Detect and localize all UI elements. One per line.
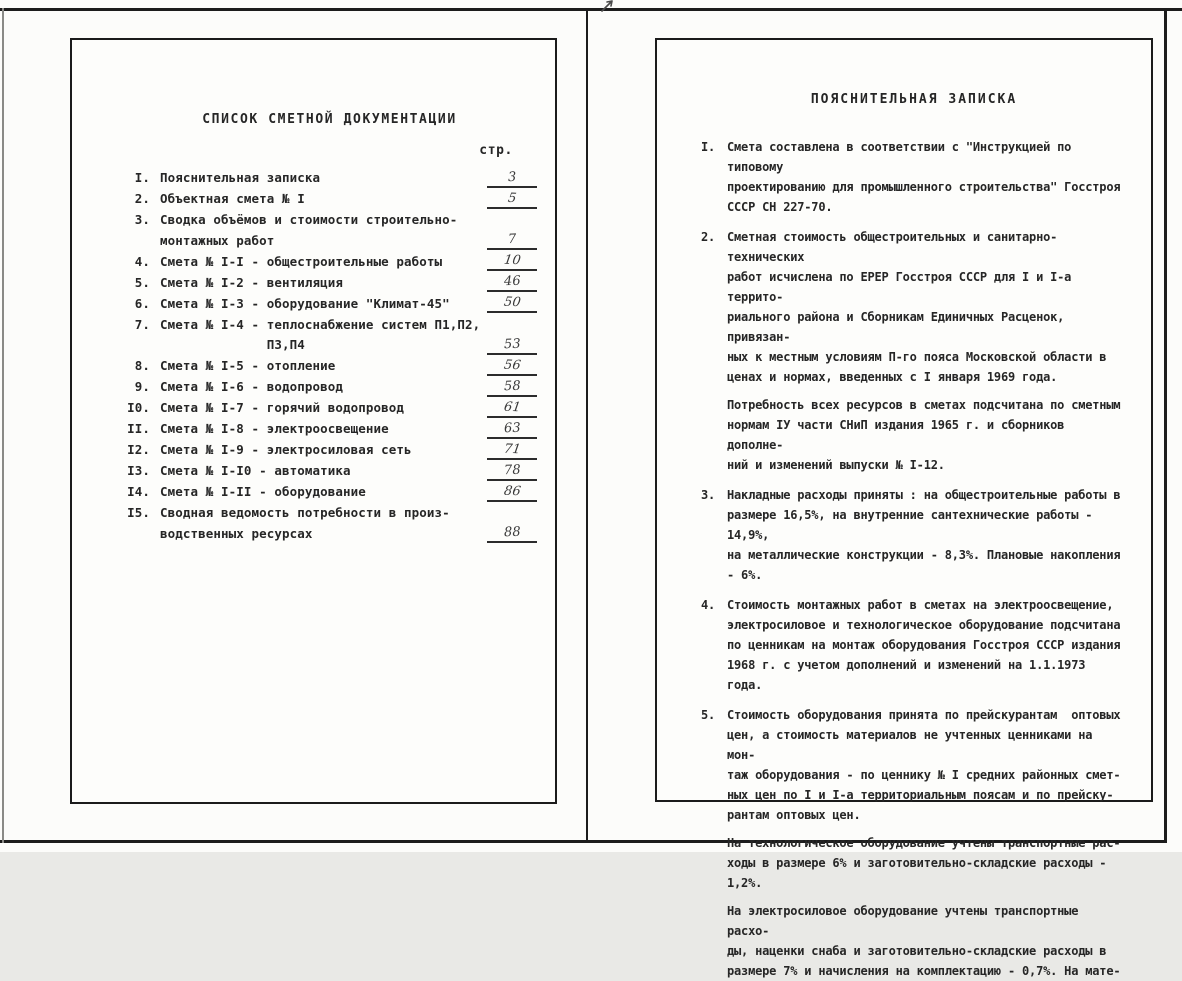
outer-frame-top-line [0, 8, 1182, 11]
toc-page-underline [487, 399, 537, 418]
toc-row [122, 398, 537, 419]
toc-item-title: Смета № I-9 - электросиловая сеть [160, 442, 412, 457]
toc-item-number: I. [134, 170, 150, 185]
toc-row [122, 189, 537, 210]
toc-row [122, 503, 537, 544]
handwritten-page-number: 78 [503, 462, 521, 478]
paragraph-text: Накладные расходы приняты : на общестроительные работы в размере 16,5%, на внутренние сантехнические работы - 14,9%, на металлические конструкции - 8,3%. Плановые накопления - 6%. [727, 488, 1121, 582]
toc-page-underline [487, 441, 537, 460]
paragraph-blocks [727, 705, 1127, 981]
paragraph-blocks [727, 595, 1127, 695]
note-paragraph [701, 227, 1127, 475]
toc-row [122, 210, 537, 251]
paragraph-number: 3. [701, 488, 716, 502]
toc-page-underline [487, 252, 537, 271]
toc-row [122, 440, 537, 461]
toc-row [122, 315, 537, 356]
toc-page-underline [487, 462, 537, 481]
toc-list [122, 168, 537, 544]
toc-item-title: Смета № I-7 - горячий водопровод [160, 400, 405, 415]
note-paragraph [701, 137, 1127, 217]
toc-item-title: Смета № I-5 - отопление [160, 358, 336, 373]
handwritten-page-number: 63 [503, 420, 521, 436]
toc-item-number: 2. [134, 191, 150, 206]
toc-item-title: Смета № I-3 - оборудование "Климат-45" [160, 295, 450, 311]
paragraph-text: Смета составлена в соответствии с "Инструкцией по типовому проектированию для промышленного строительства" Госстроя СССР СН 227-70. [727, 140, 1121, 214]
page-divider-line [586, 8, 588, 843]
toc-item-number: II. [127, 421, 150, 436]
toc-item-number: 5. [134, 274, 150, 290]
toc-title: СПИСОК СМЕТНОЙ ДОКУМЕНТАЦИИ [202, 112, 457, 127]
paragraph-number: 5. [701, 708, 716, 722]
toc-item-title: Смета № I-8 - электроосвещение [160, 421, 389, 436]
pencil-tick-mark-icon [598, 0, 622, 13]
toc-item-title: Смета № I-2 - вентиляция [160, 274, 344, 290]
handwritten-page-number: 86 [502, 483, 522, 499]
toc-item-number: 8. [134, 358, 150, 373]
paragraph-number: I. [701, 140, 716, 154]
toc-row [122, 252, 537, 273]
toc-page-underline [487, 190, 537, 209]
toc-page-underline [487, 336, 537, 355]
handwritten-page-number: 46 [503, 273, 521, 290]
toc-item-number: I0. [127, 400, 150, 415]
toc-item-title: Объектная смета № I [160, 191, 305, 206]
paragraph-blocks [727, 227, 1127, 475]
note-body [701, 137, 1127, 981]
toc-page-underline [487, 357, 537, 376]
paragraph-text: Стоимость монтажных работ в сметах на электроосвещение, электросиловое и технологическое оборудование подсчитана по ценникам на монтаж оборудования Госстроя СССР издания 1968 г. с учетом дополнений и изменений на 1.1.1973 года. [727, 598, 1121, 692]
toc-item-number: 7. [134, 316, 150, 332]
toc-item-title: Смета № I-4 - теплоснабжение систем П1,П2, П3,П4 [160, 316, 481, 352]
handwritten-page-number: 53 [503, 336, 521, 352]
left-page [70, 38, 557, 804]
handwritten-page-number: 3 [507, 169, 517, 185]
toc-page-underline [487, 524, 537, 543]
paragraph-text: Стоимость оборудования принята по прейскурантам оптовых цен, а стоимость материалов не учтенных ценниками на мон- таж оборудования - по ценнику № I средних районных смет- ных цен по I и I-а территориальным поясам и по прейску- рантам оптовых цен. [727, 708, 1121, 822]
toc-page-underline [487, 483, 537, 502]
handwritten-page-number: 10 [502, 252, 522, 269]
handwritten-page-number: 5 [506, 190, 518, 206]
toc-page-underline [487, 169, 537, 188]
toc-page-underline [487, 273, 537, 292]
toc-page-underline [487, 378, 537, 397]
toc-item-number: 9. [134, 379, 150, 394]
toc-item-title: Смета № I-II - оборудование [160, 484, 366, 499]
handwritten-page-number: 61 [502, 399, 522, 415]
handwritten-page-number: 71 [502, 441, 522, 457]
handwritten-page-number: 58 [503, 378, 521, 394]
toc-item-number: I2. [127, 442, 150, 457]
toc-row [122, 168, 537, 189]
note-title: ПОЯСНИТЕЛЬНАЯ ЗАПИСКА [810, 92, 1018, 107]
toc-item-number: 6. [134, 295, 150, 311]
paragraph-blocks [727, 137, 1127, 217]
toc-row [122, 419, 537, 440]
toc-item-title: Пояснительная записка [160, 170, 321, 185]
toc-page-underline [487, 420, 537, 439]
toc-row [122, 273, 537, 294]
toc-item-number: 3. [134, 212, 150, 227]
toc-row [122, 377, 537, 398]
toc-row [122, 461, 537, 482]
paragraph-text: Потребность всех ресурсов в сметах подсчитана по сметным нормам IУ части СНиП издания 1965 г. и сборников дополне- ний и изменений выпуски № I-12. [727, 398, 1121, 472]
handwritten-page-number: 88 [503, 524, 521, 541]
toc-item-title: Смета № I-6 - водопровод [160, 379, 344, 394]
toc-item-title: Сводка объёмов и стоимости строительно- монтажных работ [160, 212, 458, 248]
toc-row [122, 482, 537, 503]
toc-page-underline [487, 231, 537, 250]
outer-frame-left-line [2, 8, 4, 843]
paragraph-text: На технологическое оборудование учтены транспортные рас- ходы в размере 6% и заготовительно-складские расходы - 1,2%. [727, 836, 1121, 890]
toc-row [122, 294, 537, 315]
toc-item-number: I3. [127, 463, 150, 478]
handwritten-page-number: 50 [502, 294, 522, 311]
paragraph-number: 4. [701, 598, 716, 612]
handwritten-page-number: 56 [502, 357, 522, 373]
toc-item-title: Смета № I-I - общестроительные работы [160, 253, 443, 269]
toc-item-title: Сводная ведомость потребности в произ- водственных ресурсах [160, 505, 450, 541]
right-page [655, 38, 1153, 978]
toc-item-number: I4. [127, 484, 150, 499]
page-column-header: стр. [479, 143, 513, 158]
paragraph-number: 2. [701, 230, 716, 244]
outer-frame-right-line [1164, 8, 1167, 843]
toc-item-number: I5. [127, 505, 150, 520]
toc-item-number: 4. [134, 253, 150, 269]
paragraph-text: На электросиловое оборудование учтены транспортные расхо- ды, наценки снаба и заготовительно-складские расходы в размере 7% и начисления на комплектацию - 0,7%. На мате- [727, 904, 1121, 978]
toc-row [122, 356, 537, 377]
handwritten-page-number: 7 [507, 231, 517, 248]
note-paragraph [701, 705, 1127, 981]
note-paragraph [701, 595, 1127, 695]
toc-item-title: Смета № I-I0 - автоматика [160, 463, 351, 478]
paragraph-blocks [727, 485, 1127, 585]
note-paragraph [701, 485, 1127, 585]
paragraph-text: Сметная стоимость общестроительных и санитарно-технических работ исчислена по ЕРЕР Госстроя СССР для I и I-а террито- риального района и Сборникам Единичных Расценок, привязан- ных к местным условиям П-го пояса Московской области в ценах и нормах, введенных с I января 1969 года. [727, 230, 1107, 384]
toc-page-underline [487, 294, 537, 313]
